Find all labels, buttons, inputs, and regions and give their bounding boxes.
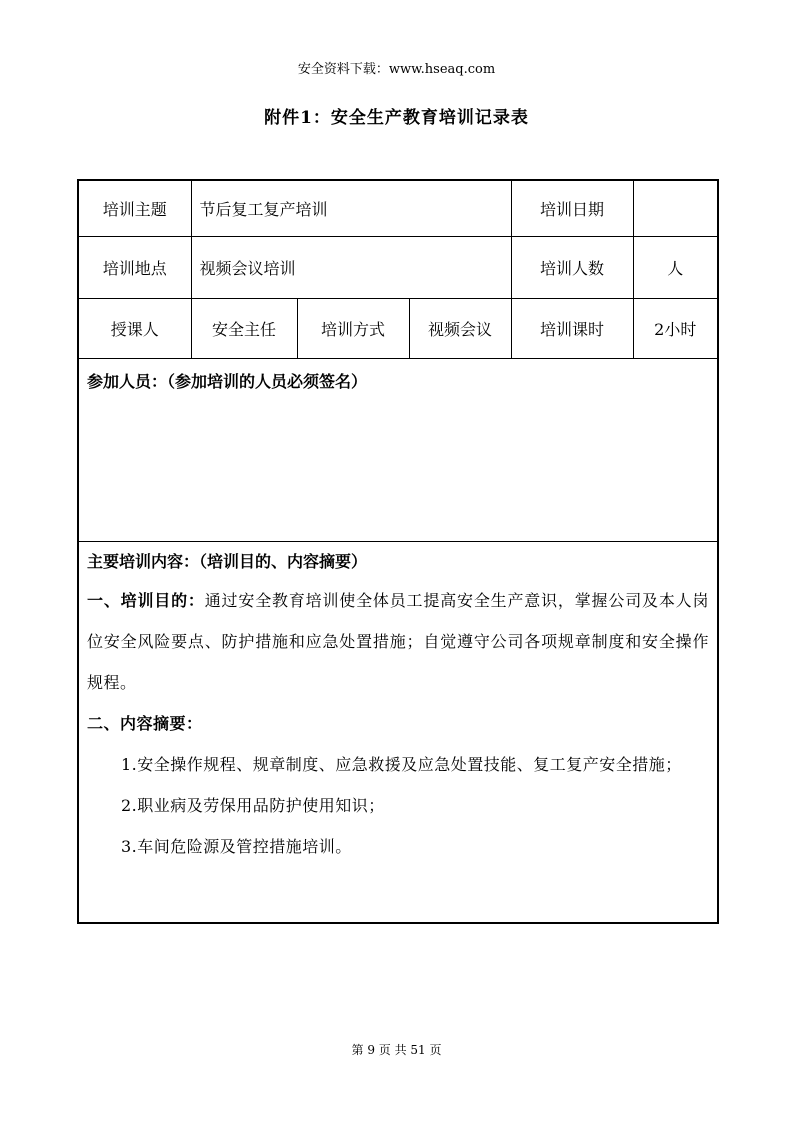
summary-item-2: 2.职业病及劳保用品防护使用知识； <box>121 796 385 815</box>
attendees-cell[interactable] <box>78 359 718 542</box>
lecturer-value: 安全主任 <box>191 299 297 359</box>
location-value: 视频会议培训 <box>191 237 511 299</box>
content-heading: 主要培训内容：（培训目的、内容摘要） <box>87 552 368 571</box>
table-row-lecturer <box>78 299 718 359</box>
lecturer-label: 授课人 <box>78 299 191 359</box>
document-title: 附件1：安全生产教育培训记录表 <box>264 108 529 128</box>
date-value[interactable] <box>633 180 718 237</box>
topic-label: 培训主题 <box>78 180 191 237</box>
method-value: 视频会议 <box>409 299 511 359</box>
summary-item-3: 3.车间危险源及管控措施培训。 <box>121 837 352 856</box>
table-row-location <box>78 237 718 299</box>
attendees-label: 参加人员：（参加培训的人员必须签名） <box>87 372 368 391</box>
purpose-lead: 一、培训目的： <box>87 591 205 610</box>
table-row-content <box>78 542 718 924</box>
page-footer: 第 9 页 共 51 页 <box>351 1043 442 1057</box>
method-label: 培训方式 <box>297 299 409 359</box>
purpose-paragraph <box>87 580 709 703</box>
location-label: 培训地点 <box>78 237 191 299</box>
topic-value: 节后复工复产培训 <box>191 180 511 237</box>
summary-heading: 二、内容摘要： <box>87 714 203 733</box>
purpose-text: 通过安全教育培训使全体员工提高安全生产意识，掌握公司及本人岗位安全风险要点、防护措施和应急处置措施；自觉遵守公司各项规章制度和安全操作规程。 <box>87 591 709 692</box>
date-label: 培训日期 <box>511 180 633 237</box>
hours-label: 培训课时 <box>511 299 633 359</box>
site-header: 安全资料下载：www.hseaq.com <box>297 62 496 77</box>
summary-item-1: 1.安全操作规程、规章制度、应急救援及应急处置技能、复工复产安全措施； <box>121 755 682 774</box>
table-row-topic <box>78 180 718 237</box>
count-label: 培训人数 <box>511 237 633 299</box>
hours-value: 2小时 <box>633 299 718 359</box>
count-value[interactable]: 人 <box>633 237 718 299</box>
training-record-table <box>77 179 719 924</box>
table-row-attendees <box>78 359 718 542</box>
content-cell <box>78 542 718 924</box>
